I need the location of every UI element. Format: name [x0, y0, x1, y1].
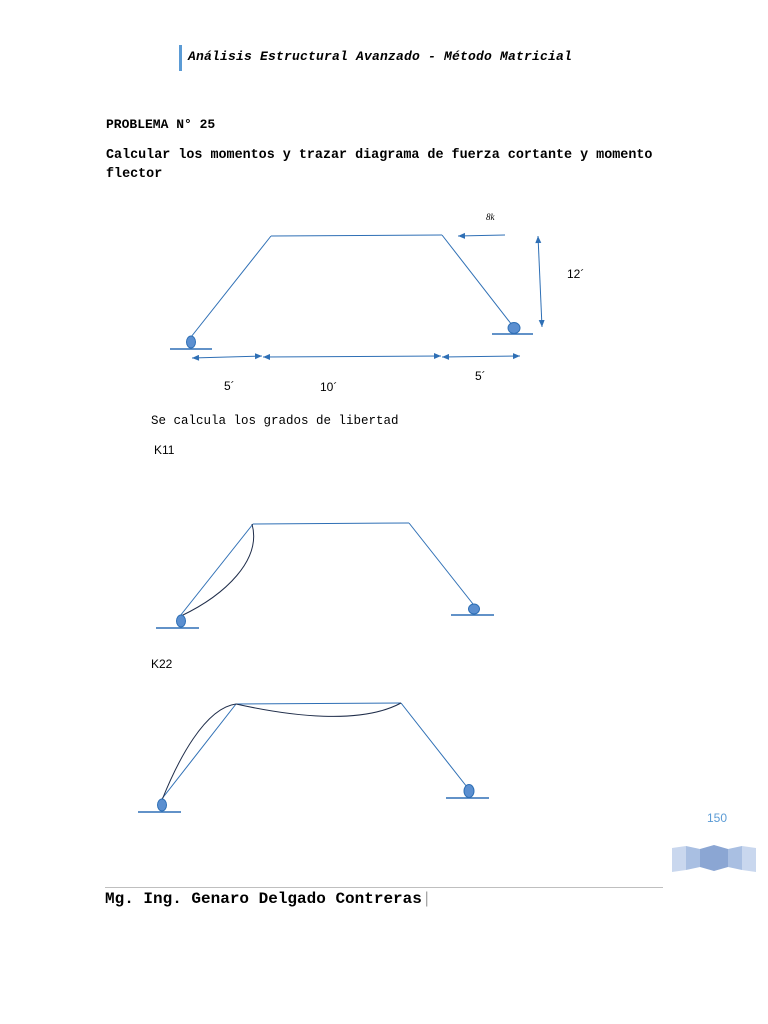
- footer-author-name: Mg. Ing. Genaro Delgado Contreras: [105, 890, 422, 908]
- dimension-right-arrow: [442, 356, 520, 357]
- k22-frame: [161, 703, 467, 800]
- top-beam: [271, 235, 442, 236]
- footer-text-cursor: |: [421, 890, 432, 908]
- load-label: 8k: [486, 212, 495, 222]
- problem-title: PROBLEMA N° 25: [106, 117, 216, 132]
- k11-deflected-shape: [181, 524, 254, 616]
- page-number: 150: [707, 811, 728, 825]
- degrees-of-freedom-caption: Se calcula los grados de libertad: [151, 414, 399, 428]
- k22-right-support: [446, 785, 489, 799]
- dimension-middle-arrow: [263, 356, 441, 357]
- height-label: 12´: [567, 267, 585, 281]
- page-number-ribbon-icon: [672, 845, 756, 875]
- k11-frame: [180, 523, 473, 616]
- dimension-middle-label: 10´: [320, 380, 338, 394]
- k22-beam-deflected-shape: [236, 703, 401, 716]
- dimension-right-label: 5´: [475, 369, 486, 383]
- footer-divider: [105, 887, 663, 888]
- left-support: [170, 336, 212, 349]
- footer-author: [105, 890, 431, 908]
- main-frame: [191, 235, 512, 337]
- problem-statement: Calcular los momentos y trazar diagrama de fuerza cortante y momento flector: [106, 148, 653, 182]
- k22-label: K22: [151, 657, 173, 671]
- k11-label: K11: [154, 443, 175, 457]
- height-dimension-arrow: [538, 236, 542, 327]
- right-column: [442, 235, 512, 325]
- right-support: [492, 323, 533, 335]
- header-title: Análisis Estructural Avanzado - Método Matricial: [188, 49, 573, 64]
- left-column: [191, 236, 271, 337]
- k22-left-support: [138, 799, 181, 812]
- dimension-left-label: 5´: [224, 379, 235, 393]
- dimension-left-arrow: [192, 356, 262, 358]
- k11-right-support: [451, 604, 494, 615]
- load-arrow: [458, 235, 505, 236]
- k11-left-support: [156, 615, 199, 628]
